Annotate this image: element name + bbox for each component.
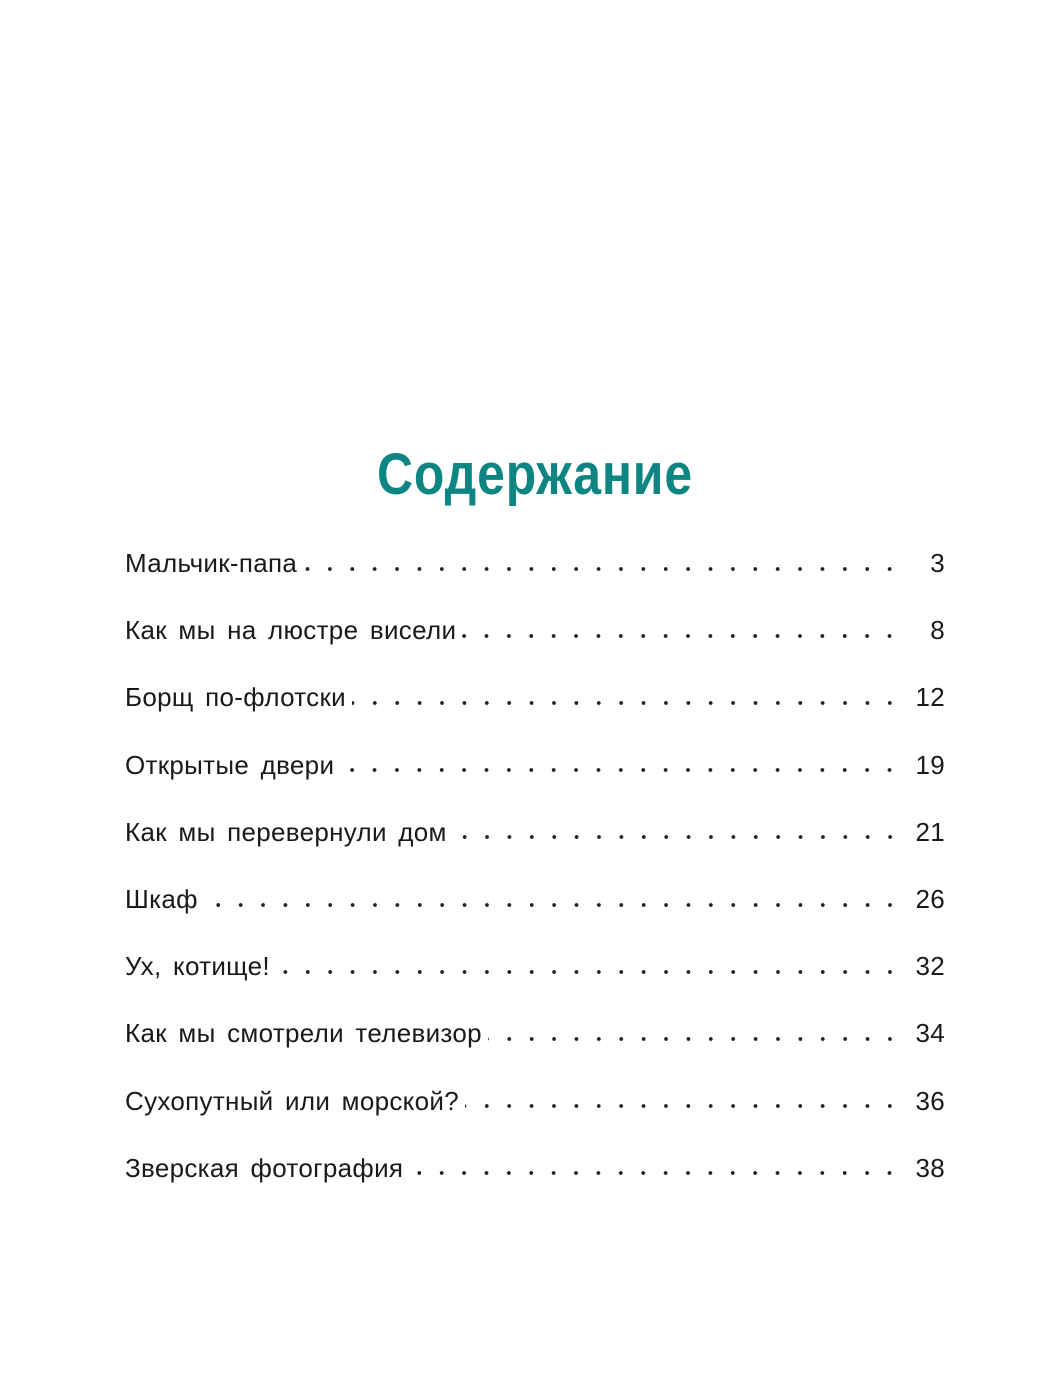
toc-page-number: 21: [915, 816, 945, 847]
dot-leader: [303, 556, 901, 582]
toc-entry[interactable]: [125, 530, 945, 597]
toc-entry-title: Зверская фотография: [125, 1152, 404, 1183]
toc-page-number: 34: [915, 1018, 945, 1049]
dot-leader: [453, 824, 901, 850]
toc-entry[interactable]: [125, 1068, 945, 1135]
toc-entry[interactable]: [125, 866, 945, 933]
toc-entry-title: Открытые двери: [125, 749, 335, 780]
toc-entry[interactable]: [125, 597, 945, 664]
toc-page-number: 32: [915, 951, 945, 982]
toc-page-number: 36: [915, 1085, 945, 1116]
toc-entry-title: Шкаф: [125, 884, 198, 915]
dot-leader: [352, 690, 901, 716]
toc-entry[interactable]: [125, 799, 945, 866]
dot-leader: [488, 1026, 901, 1052]
toc-page-number: 26: [915, 884, 945, 915]
table-of-contents: [125, 530, 945, 1202]
toc-entry[interactable]: [125, 1000, 945, 1067]
toc-entry[interactable]: [125, 664, 945, 731]
toc-entry[interactable]: [125, 933, 945, 1000]
dot-leader: [465, 1093, 901, 1119]
dot-leader: [276, 959, 901, 985]
toc-entry-title: Сухопутный или морской?: [125, 1085, 459, 1116]
toc-page-number: 8: [930, 615, 945, 646]
toc-page-number: 12: [915, 682, 945, 713]
toc-page-number: 38: [915, 1152, 945, 1183]
toc-entry[interactable]: [125, 1135, 945, 1202]
toc-entry-title: Как мы на люстре висели: [125, 615, 457, 646]
dot-leader: [462, 623, 901, 649]
dot-leader: [409, 1160, 901, 1186]
dot-leader: [340, 757, 901, 783]
toc-entry-title: Как мы смотрели телевизор: [125, 1018, 482, 1049]
toc-page-number: 19: [915, 749, 945, 780]
page-title: Содержание: [377, 441, 693, 507]
toc-page-number: 3: [930, 548, 945, 579]
toc-entry-title: Как мы перевернули дом: [125, 816, 447, 847]
toc-entry[interactable]: [125, 732, 945, 799]
dot-leader: [204, 892, 901, 918]
toc-entry-title: Борщ по-флотски: [125, 682, 346, 713]
toc-entry-title: Мальчик-папа: [125, 548, 298, 579]
toc-entry-title: Ух, котище!: [125, 951, 270, 982]
